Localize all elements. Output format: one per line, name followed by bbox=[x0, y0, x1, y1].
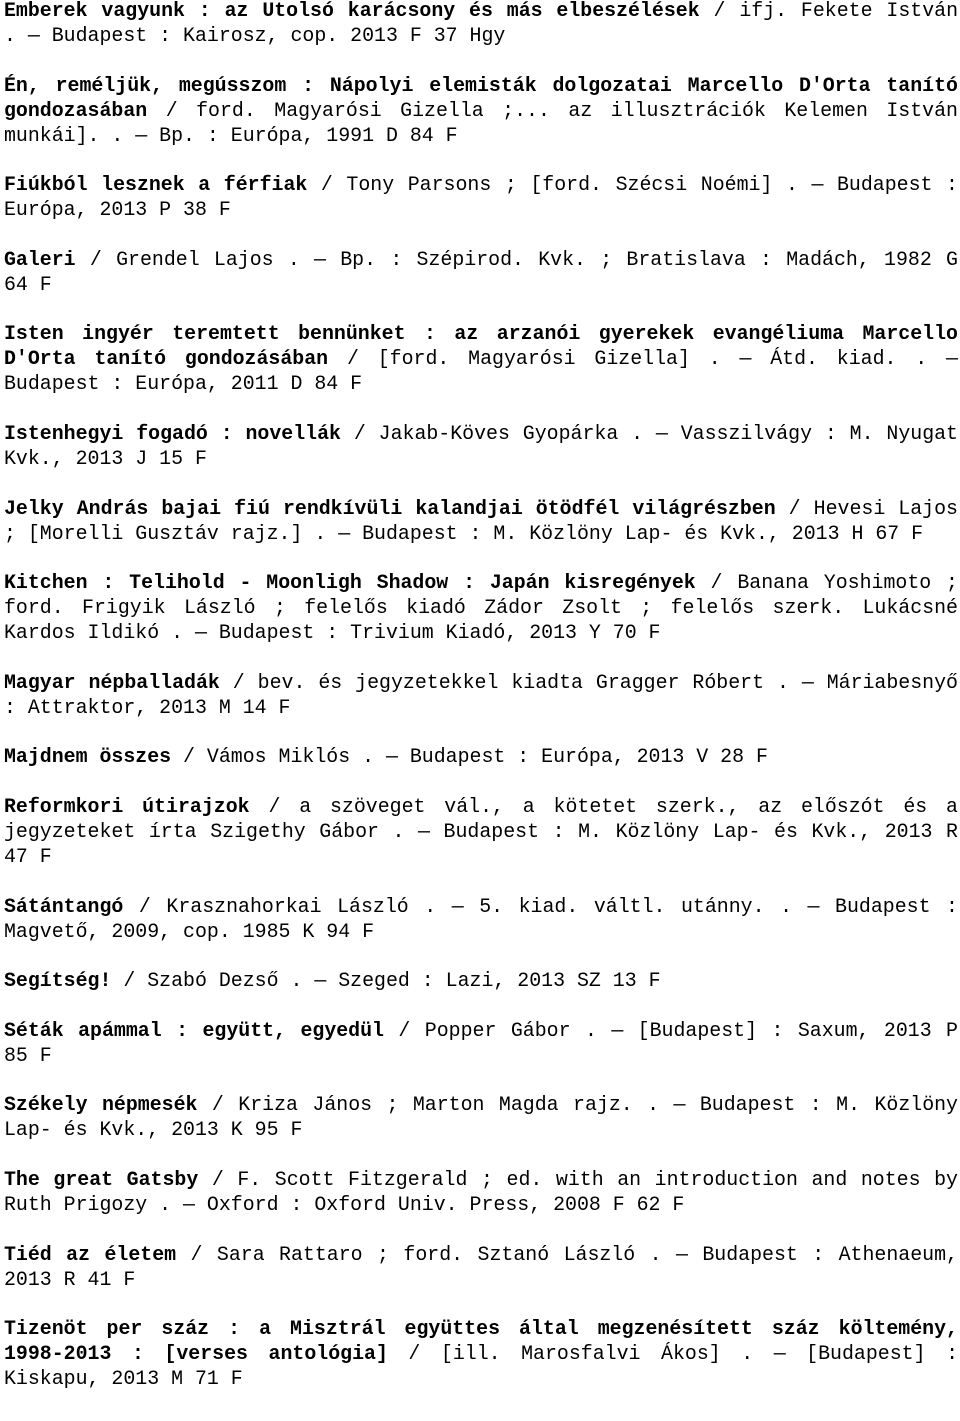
entry-title: Reformkori útirajzok bbox=[4, 794, 250, 818]
entry-details: / Jakab-Köves Gyopárka . — Vasszilvágy : M. Nyugat Kvk., 2013 J 15 F bbox=[4, 421, 958, 470]
catalog-entry bbox=[4, 73, 958, 148]
catalog-entry bbox=[4, 1316, 958, 1391]
entry-details: / Sara Rattaro ; ford. Sztanó László . — Budapest : Athenaeum, 2013 R 41 F bbox=[4, 1242, 958, 1291]
entry-details: / Popper Gábor . — [Budapest] : Saxum, 2013 P 85 F bbox=[4, 1018, 958, 1067]
entry-details: / Vámos Miklós . — Budapest : Európa, 2013 V 28 F bbox=[171, 745, 768, 769]
entry-details: / a szöveget vál., a kötetet szerk., az előszót és a jegyzeteket írta Szigethy Gábor . — Budapest : M. Közlöny Lap- és Kvk., 2013 R 47 F bbox=[4, 794, 958, 868]
catalog-entry bbox=[4, 1018, 958, 1068]
entry-title: Magyar népballadák bbox=[4, 670, 220, 694]
entry-title: Séták apámmal : együtt, egyedül bbox=[4, 1018, 384, 1042]
catalog-entry bbox=[4, 894, 958, 944]
entry-title: Galeri bbox=[4, 247, 76, 271]
entry-title: Tiéd az életem bbox=[4, 1242, 177, 1266]
entry-details: / [ill. Marosfalvi Ákos] . — [Budapest] : Kiskapu, 2013 M 71 F bbox=[4, 1342, 959, 1391]
catalog-entry bbox=[4, 0, 958, 48]
entry-title: The great Gatsby bbox=[4, 1167, 199, 1191]
entry-title: Tizenöt per száz : a Misztrál együttes által megzenésített száz költemény, 1998-2013 : [verses antológia] bbox=[4, 1317, 958, 1366]
entry-details: / bev. és jegyzetekkel kiadta Gragger Róbert . — Máriabesnyő : Attraktor, 2013 M 14 F bbox=[4, 670, 958, 719]
catalog-list bbox=[4, 0, 958, 1416]
entry-title: Sátántangó bbox=[4, 894, 124, 918]
entry-details: / F. Scott Fitzgerald ; ed. with an introduction and notes by Ruth Prigozy . — Oxford : Oxford Univ. Press, 2008 F 62 F bbox=[4, 1167, 958, 1216]
entry-details: / Hevesi Lajos ; [Morelli Gusztáv rajz.] . — Budapest : M. Közlöny Lap- és Kvk., 2013 H 67 F bbox=[4, 496, 958, 545]
entry-details: / ford. Magyarósi Gizella ;... az illusztrációk Kelemen István munkái]. . — Bp. : Európa, 1991 D 84 F bbox=[4, 98, 958, 147]
entry-title: Emberek vagyunk : az Utolsó karácsony és más elbeszélések bbox=[4, 0, 700, 22]
entry-details: / [ford. Magyarósi Gizella] . — Átd. kiad. . — Budapest : Európa, 2011 D 84 F bbox=[4, 347, 958, 396]
catalog-entry bbox=[4, 421, 958, 471]
entry-title: Istenhegyi fogadó : novellák bbox=[4, 421, 341, 445]
catalog-entry bbox=[4, 670, 958, 720]
entry-details: / Krasznahorkai László . — 5. kiad. váltl. utánny. . — Budapest : Magvető, 2009, cop. 1985 K 94 F bbox=[4, 894, 958, 943]
entry-title: Kitchen : Telihold - Moonligh Shadow : Japán kisregények bbox=[4, 571, 696, 595]
catalog-entry bbox=[4, 570, 958, 645]
entry-title: Isten ingyér teremtett bennünket : az arzanói gyerekek evangéliuma Marcello D'Orta tanító gondozásában bbox=[4, 322, 958, 371]
entry-title: Jelky András bajai fiú rendkívüli kalandjai ötödfél világrészben bbox=[4, 496, 776, 520]
entry-details: / Grendel Lajos . — Bp. : Szépirod. Kvk. ; Bratislava : Madách, 1982 G 64 F bbox=[4, 247, 958, 296]
entry-details: / Banana Yoshimoto ; ford. Frigyik László ; felelős kiadó Zádor Zsolt ; felelős szerk. Lukácsné Kardos Ildikó . — Budapest : Trivium Kiadó, 2013 Y 70 F bbox=[4, 571, 958, 645]
entry-details: / Tony Parsons ; [ford. Szécsi Noémi] . — Budapest : Európa, 2013 P 38 F bbox=[4, 173, 958, 222]
catalog-entry bbox=[4, 794, 958, 869]
entry-details: / Szabó Dezső . — Szeged : Lazi, 2013 SZ 13 F bbox=[111, 969, 661, 993]
catalog-entry bbox=[4, 744, 958, 769]
catalog-entry bbox=[4, 968, 958, 993]
entry-title: Segítség! bbox=[4, 969, 112, 993]
entry-details: / Kriza János ; Marton Magda rajz. . — Budapest : M. Közlöny Lap- és Kvk., 2013 K 95 F bbox=[4, 1093, 958, 1142]
catalog-entry bbox=[4, 1167, 958, 1217]
catalog-entry bbox=[4, 247, 958, 297]
entry-title: Majdnem összes bbox=[4, 745, 172, 769]
catalog-entry bbox=[4, 321, 958, 396]
catalog-entry bbox=[4, 1092, 958, 1142]
catalog-entry bbox=[4, 1242, 958, 1292]
catalog-entry bbox=[4, 172, 958, 222]
catalog-entry bbox=[4, 496, 958, 546]
entry-title: Székely népmesék bbox=[4, 1093, 198, 1117]
entry-details: / ifj. Fekete István . — Budapest : Kairosz, cop. 2013 F 37 Hgy bbox=[4, 0, 959, 47]
entry-title: Én, reméljük, megússzom : Nápolyi elemisták dolgozatai Marcello D'Orta tanító gondozasában bbox=[4, 73, 958, 122]
entry-title: Fiúkból lesznek a férfiak bbox=[4, 173, 308, 197]
